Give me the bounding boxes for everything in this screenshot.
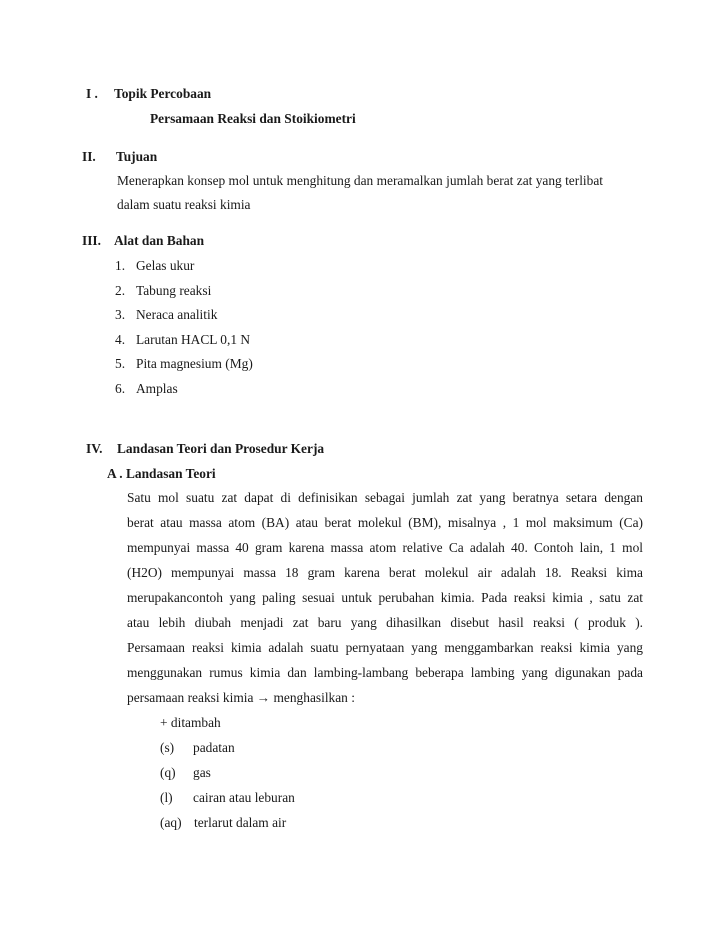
section-4-number: IV. [86,441,103,456]
symbol-solid: (s) [160,740,175,755]
symbol-aqueous: (aq) [160,815,182,830]
paragraph-line-2: berat atau massa atom (BA) atau berat molekul (BM), misalnya , 1 mol maksimum (Ca) [127,515,643,530]
paragraph-line-3: mempunyai massa 40 gram karena massa atom relative Ca adalah 40. Contoh lain, 1 mol [127,540,643,555]
symbol-solid-desc: padatan [193,740,235,755]
section-2-title: Tujuan [116,149,158,164]
section-4-title: Landasan Teori dan Prosedur Kerja [117,441,325,456]
section-2-number: II. [82,149,96,164]
list-item-4-text: Larutan HACL 0,1 N [136,332,251,347]
section-1-number: I . [86,86,98,101]
section-2-line-1: Menerapkan konsep mol untuk menghitung dan meramalkan jumlah berat zat yang terlibat [117,173,604,188]
paragraph-line-6: atau lebih diubah menjadi zat baru yang dihasilkan disebut hasil reaksi ( produk ). [127,615,643,630]
paragraph-line-4: (H2O) mempunyai massa 18 gram karena berat molekul air adalah 18. Reaksi kima [127,565,643,580]
list-item-1-number: 1. [115,258,126,273]
list-item-2-number: 2. [115,283,126,298]
symbol-aqueous-desc: terlarut dalam air [194,815,287,830]
symbol-gas: (q) [160,765,176,780]
list-item-1-text: Gelas ukur [136,258,195,273]
symbol-liquid: (l) [160,790,173,805]
list-item-3-number: 3. [115,307,126,322]
list-item-5-text: Pita magnesium (Mg) [136,356,253,371]
list-item-5-number: 5. [115,356,126,371]
paragraph-line-1: Satu mol suatu zat dapat di definisikan sebagai jumlah zat yang beratnya setara dengan [127,490,643,505]
symbol-plus: + ditambah [160,715,221,730]
paragraph-line-5: merupakancontoh yang paling sesuai untuk perubahan kimia. Pada reaksi kimia , satu zat [127,590,643,605]
list-item-6-number: 6. [115,381,126,396]
symbol-gas-desc: gas [193,765,211,780]
section-3-number: III. [82,233,101,248]
list-item-3-text: Neraca analitik [136,307,218,322]
paragraph-line-8: menggunakan rumus kimia dan lambing-lambang beberapa lambing yang digunakan pada [127,665,643,680]
section-1-subtitle: Persamaan Reaksi dan Stoikiometri [150,111,356,126]
symbol-liquid-desc: cairan atau leburan [193,790,295,805]
section-1-title: Topik Percobaan [114,86,212,101]
section-2-line-2: dalam suatu reaksi kimia [117,197,251,212]
list-item-6-text: Amplas [136,381,178,396]
subsection-a-title: A . Landasan Teori [107,466,216,481]
paragraph-line-7: Persamaan reaksi kimia adalah suatu pernyataan yang menggambarkan reaksi kimia yang [127,640,643,655]
section-3-title: Alat dan Bahan [114,233,205,248]
list-item-4-number: 4. [115,332,126,347]
list-item-2-text: Tabung reaksi [136,283,212,298]
paragraph-line-9: persamaan reaksi kimia → menghasilkan : [127,690,355,705]
